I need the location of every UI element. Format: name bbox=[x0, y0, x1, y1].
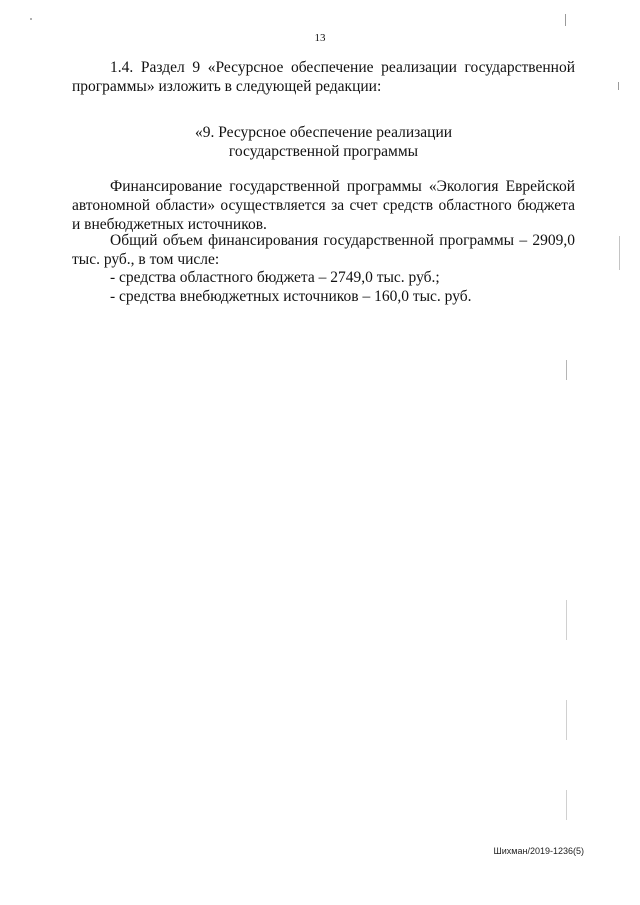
section-heading-line-2: государственной программы bbox=[228, 143, 419, 160]
funding-paragraph: Финансирование государственной программы «Экология Еврейской автономной области» осуществляется за счет средств областного бюджета и внебюджетных источников. bbox=[72, 178, 575, 233]
footer-document-code: Шихман/2019-1236(5) bbox=[493, 846, 584, 856]
section-heading bbox=[72, 123, 575, 161]
scan-mark-right-3 bbox=[566, 360, 567, 380]
scan-mark-right-4 bbox=[566, 600, 567, 640]
page-number: 13 bbox=[314, 32, 326, 44]
funding-item-regional-budget: - средства областного бюджета – 2749,0 тыс. руб.; bbox=[110, 269, 440, 286]
scan-mark-top bbox=[565, 14, 566, 26]
funding-item-extrabudgetary: - средства внебюджетных источников – 160,0 тыс. руб. bbox=[110, 288, 472, 305]
scan-mark-right-1 bbox=[618, 82, 619, 90]
scan-dot bbox=[30, 18, 32, 20]
section-heading-line-1: «9. Ресурсное обеспечение реализации bbox=[194, 124, 453, 141]
total-funding-paragraph: Общий объем финансирования государственной программы – 2909,0 тыс. руб., в том числе: bbox=[72, 232, 575, 268]
scan-mark-right-6 bbox=[566, 790, 567, 820]
intro-paragraph: 1.4. Раздел 9 «Ресурсное обеспечение реализации государственной программы» изложить в следующей редакции: bbox=[72, 59, 575, 95]
scan-mark-right-5 bbox=[566, 700, 567, 740]
scan-mark-right-2 bbox=[619, 236, 620, 270]
